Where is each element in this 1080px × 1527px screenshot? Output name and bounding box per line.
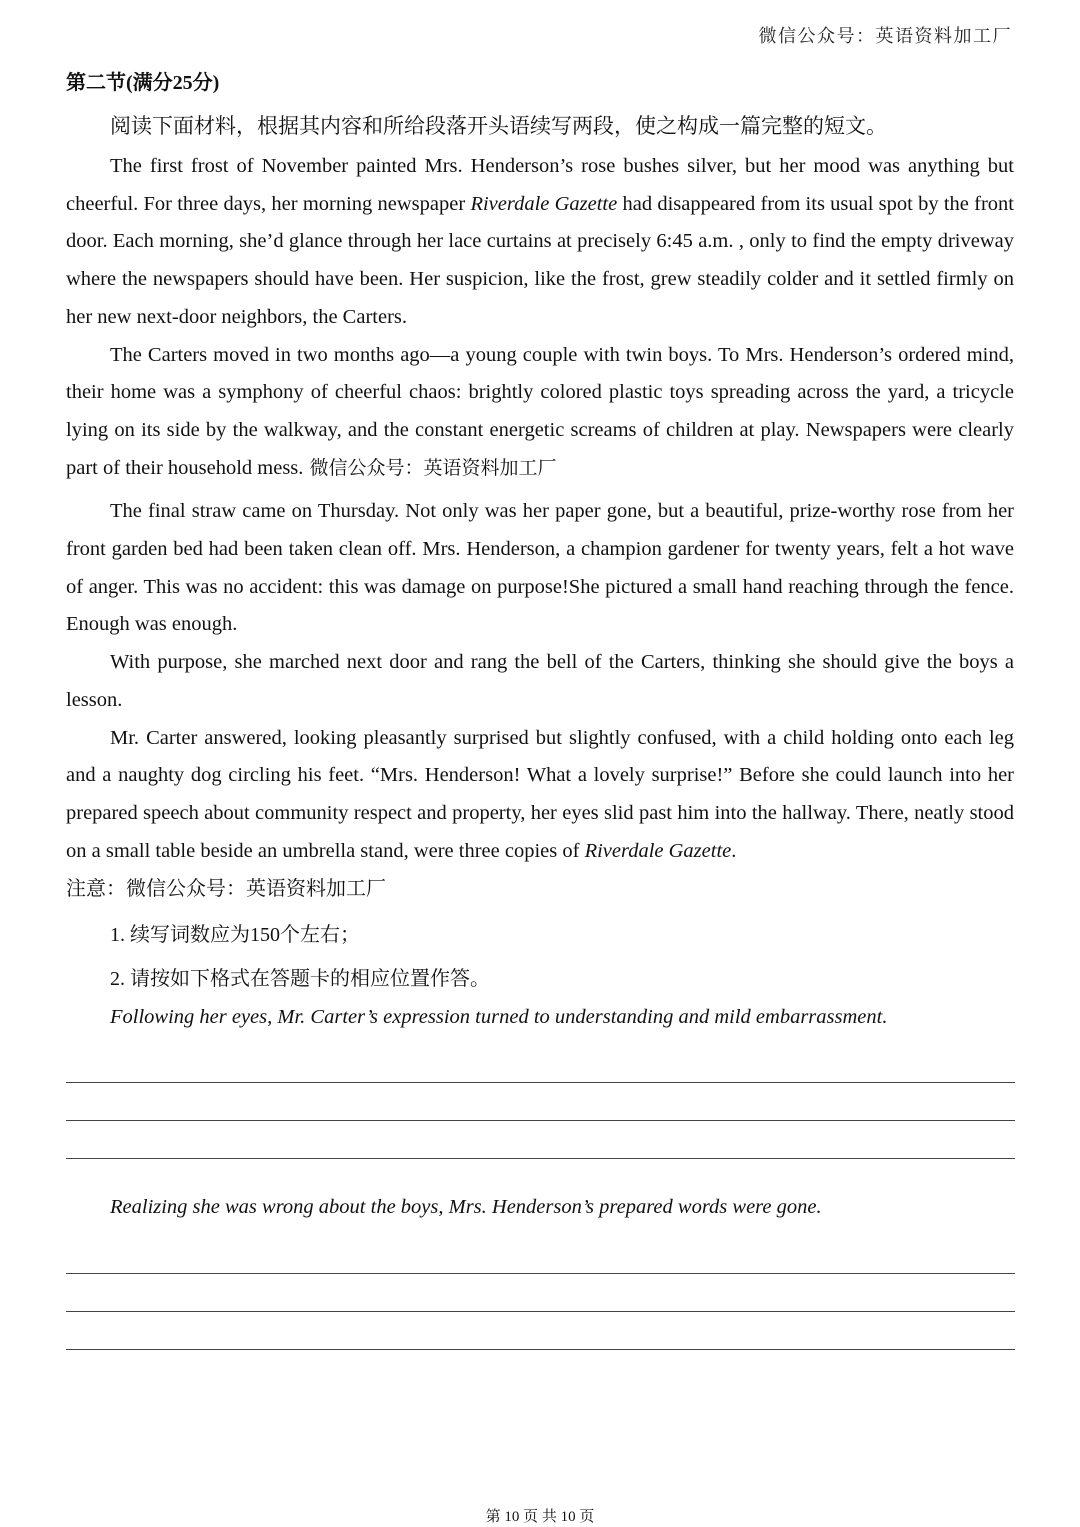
story-paragraph-1-text-b: had disappeared from its usual spot by the front door. Each morning, she’d glance through her lace curtains at precisely 6:45 a.m. , only to find the empty driveway where the newspapers should have been. Her suspicion, like the frost, grew steadily colder and it settled firmly on her new next-door neighbors, the Carters.	[66, 192, 1014, 328]
continuation-prompt-2: Realizing she was wrong about the boys, Mrs. Henderson’s prepared words were gone.	[110, 1196, 822, 1218]
continuation-prompt-1: Following her eyes, Mr. Carter’s expression turned to understanding and mild embarrassment.	[110, 1006, 888, 1028]
answer-line	[66, 1273, 1015, 1274]
story-paragraph-2-text: The Carters moved in two months ago—a young couple with twin boys. To Mrs. Henderson’s ordered mind, their home was a symphony of cheerful chaos: brightly colored plastic toys spreading across the yard, a tricycle lying on its side by the walkway, and the constant energetic screams of children at play. Newspapers were clearly part of their household mess.	[66, 343, 1014, 479]
header-watermark: 微信公众号：英语资料加工厂	[758, 26, 1012, 46]
story-paragraph-1-text-a: The first frost of November painted Mrs. Henderson’s rose bushes silver, but her mood was anything but cheerful. For three days, her morning newspaper	[66, 155, 1014, 215]
story-passage	[66, 148, 1014, 870]
section-instruction: 阅读下面材料，根据其内容和所给段落开头语续写两段，使之构成一篇完整的短文。	[110, 114, 887, 138]
answer-line	[66, 1311, 1015, 1312]
answer-line	[66, 1349, 1015, 1350]
notes-label: 注意：微信公众号：英语资料加工厂	[66, 878, 386, 900]
story-paragraph-5-text-b: .	[731, 839, 737, 862]
story-paragraph-2	[66, 337, 1014, 488]
story-paragraph-1	[66, 148, 1014, 337]
requirement-1: 1. 续写词数应为150个左右；	[110, 924, 360, 946]
requirement-2: 2. 请按如下格式在答题卡的相应位置作答。	[110, 968, 490, 990]
story-paragraph-3: The final straw came on Thursday. Not only was her paper gone, but a beautiful, prize-worthy rose from her front garden bed had been taken clean off. Mrs. Henderson, a champion gardener for twenty years, felt a hot wave of anger. This was no accident: this was damage on purpose!She pictured a small hand reaching through the fence. Enough was enough.	[66, 500, 1014, 636]
answer-line	[66, 1120, 1015, 1121]
newspaper-title: Riverdale Gazette	[470, 192, 618, 215]
newspaper-title: Riverdale Gazette	[584, 839, 732, 862]
section-title: 第二节(满分25分)	[66, 72, 220, 94]
story-paragraph-5-text-a: Mr. Carter answered, looking pleasantly surprised but slightly confused, with a child holding onto each leg and a naughty dog circling his feet. “Mrs. Henderson! What a lovely surprise!” Before she could launch into her prepared speech about community respect and property, her eyes slid past him into the hallway. There, neatly stood on a small table beside an umbrella stand, were three copies of	[66, 726, 1014, 862]
inline-watermark: 微信公众号：英语资料加工厂	[303, 456, 557, 479]
answer-line	[66, 1158, 1015, 1159]
answer-line	[66, 1082, 1015, 1083]
story-paragraph-4: With purpose, she marched next door and rang the bell of the Carters, thinking she should give the boys a lesson.	[66, 651, 1014, 711]
page-number: 第 10 页 共 10 页	[485, 1509, 595, 1525]
story-paragraph-5	[66, 720, 1014, 871]
